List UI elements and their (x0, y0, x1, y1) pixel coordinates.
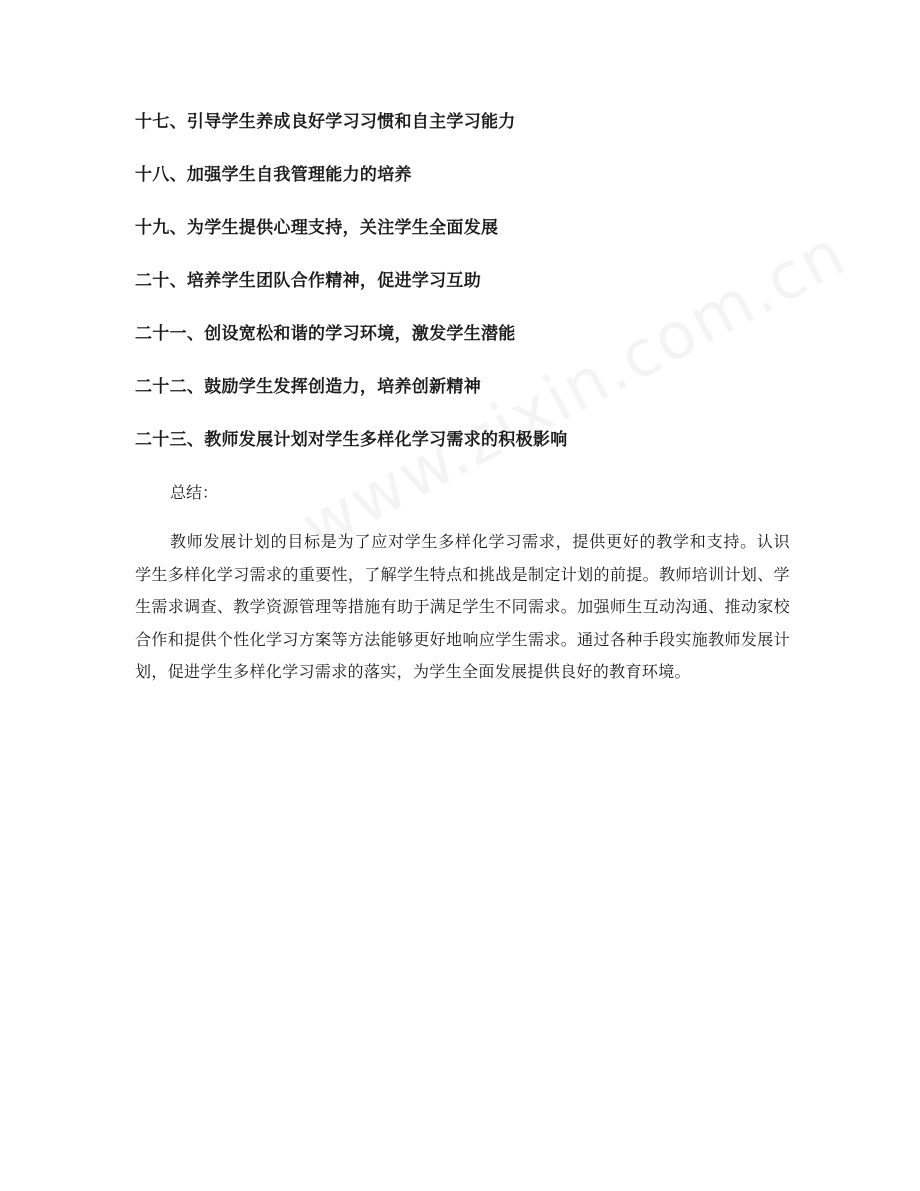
section-heading-21: 二十一、创设宽松和谐的学习环境，激发学生潜能 (135, 324, 516, 344)
section-heading-22: 二十二、鼓励学生发挥创造力，培养创新精神 (135, 377, 481, 397)
section-heading-18: 十八、加强学生自我管理能力的培养 (135, 165, 412, 185)
summary-paragraph: 教师发展计划的目标是为了应对学生多样化学习需求，提供更好的教学和支持。认识学生多样化学习需求的重要性，了解学生特点和挑战是制定计划的前提。教师培训计划、学生需求调查、教学资源管理等措施有助于满足学生不同需求。加强师生互动沟通、推动家校合作和提供个性化学习方案等方法能够更好地响应学生需求。通过各种手段实施教师发展计划，促进学生多样化学习需求的落实，为学生全面发展提供良好的教育环境。 (135, 532, 790, 681)
section-heading-20: 二十、培养学生团队合作精神，促进学习互助 (135, 271, 481, 291)
section-heading-23: 二十三、教师发展计划对学生多样化学习需求的积极影响 (135, 430, 568, 450)
section-heading-17: 十七、引导学生养成良好学习习惯和自主学习能力 (135, 112, 516, 132)
section-heading-19: 十九、为学生提供心理支持，关注学生全面发展 (135, 218, 499, 238)
section-headings (135, 104, 795, 475)
summary-label: 总结： (170, 483, 219, 502)
